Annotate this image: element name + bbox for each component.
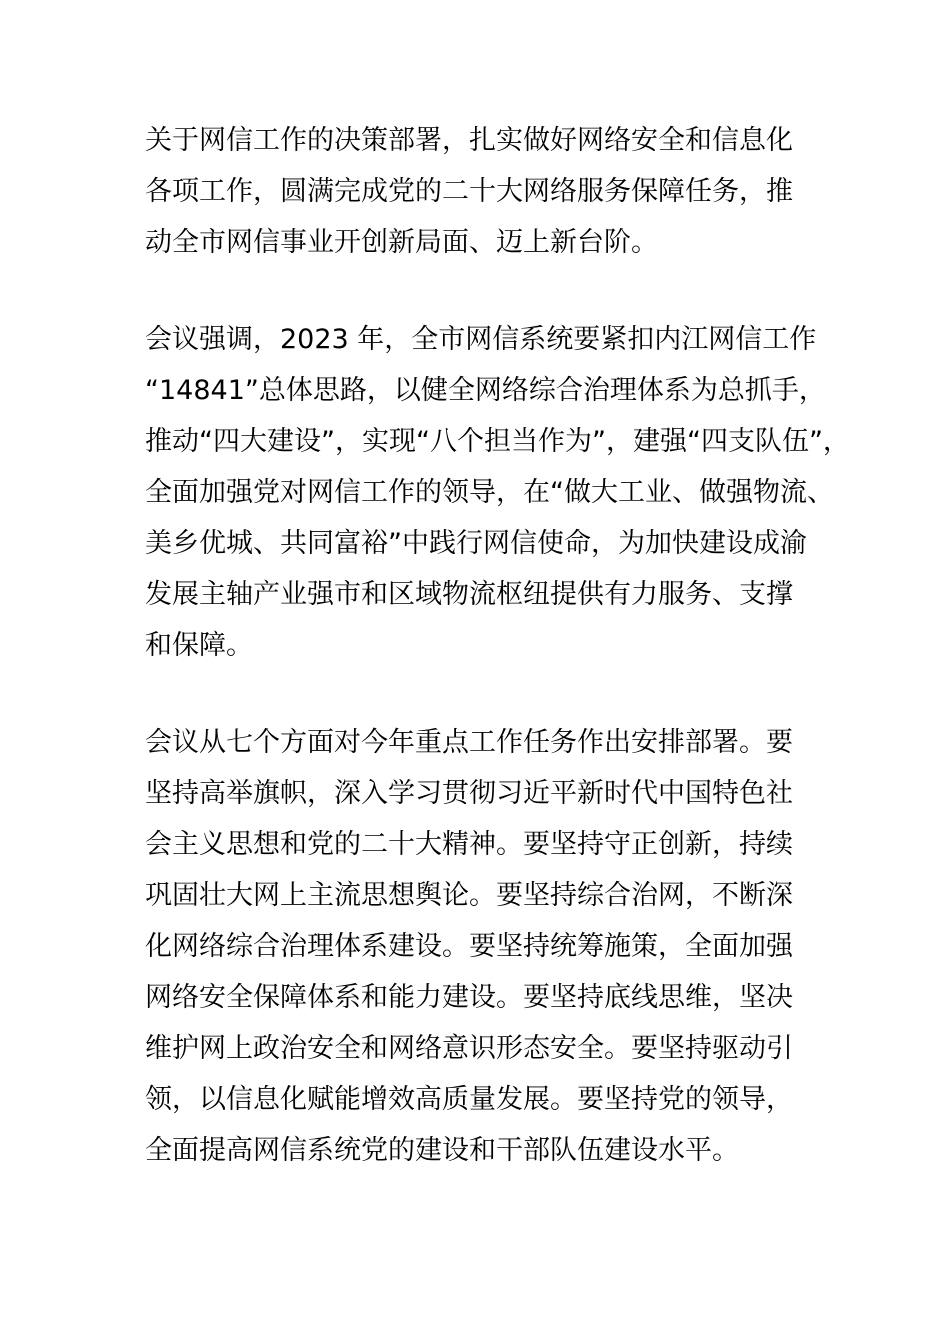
- text-line: 领，以信息化赋能增效高质量发展。要坚持党的领导，: [145, 1084, 793, 1115]
- text-line: 坚持高举旗帜，深入学习贯彻习近平新时代中国特色社: [145, 778, 793, 809]
- text-line: 维护网上政治安全和网络意识形态安全。要坚持驱动引: [145, 1033, 793, 1064]
- text-line: 全面加强党对网信工作的领导，在“做大工业、做强物流、: [145, 477, 834, 508]
- paragraph: [145, 314, 850, 671]
- paragraph: [145, 717, 845, 1176]
- text-line: 网络安全保障体系和能力建设。要坚持底线思维，坚决: [145, 982, 793, 1013]
- text-line: 化网络综合治理体系建设。要坚持统筹施策，全面加强: [145, 931, 793, 962]
- document-page: [145, 115, 850, 1222]
- text-line: 关于网信工作的决策部署，扎实做好网络安全和信息化: [145, 125, 793, 156]
- text-line: 推动“四大建设”，实现“八个担当作为”，建强“四支队伍”，: [145, 426, 850, 457]
- text-line: 动全市网信事业开创新局面、迈上新台阶。: [145, 227, 658, 258]
- paragraph: [145, 115, 845, 268]
- text-line: 巩固壮大网上主流思想舆论。要坚持综合治网，不断深: [145, 880, 793, 911]
- text-line: “14841”总体思路，以健全网络综合治理体系为总抓手，: [145, 375, 826, 406]
- text-line: 会主义思想和党的二十大精神。要坚持守正创新，持续: [145, 829, 793, 860]
- text-line: 各项工作，圆满完成党的二十大网络服务保障任务，推: [145, 176, 793, 207]
- text-line: 会议从七个方面对今年重点工作任务作出安排部署。要: [145, 727, 793, 758]
- text-line: 全面提高网信系统党的建设和干部队伍建设水平。: [145, 1135, 739, 1166]
- text-line: 美乡优城、共同富裕”中践行网信使命，为加快建设成渝: [145, 528, 807, 559]
- text-line: 发展主轴产业强市和区域物流枢纽提供有力服务、支撑: [145, 579, 793, 610]
- text-line: 和保障。: [145, 630, 253, 661]
- text-line: 会议强调，2023 年，全市网信系统要紧扣内江网信工作: [145, 324, 817, 355]
